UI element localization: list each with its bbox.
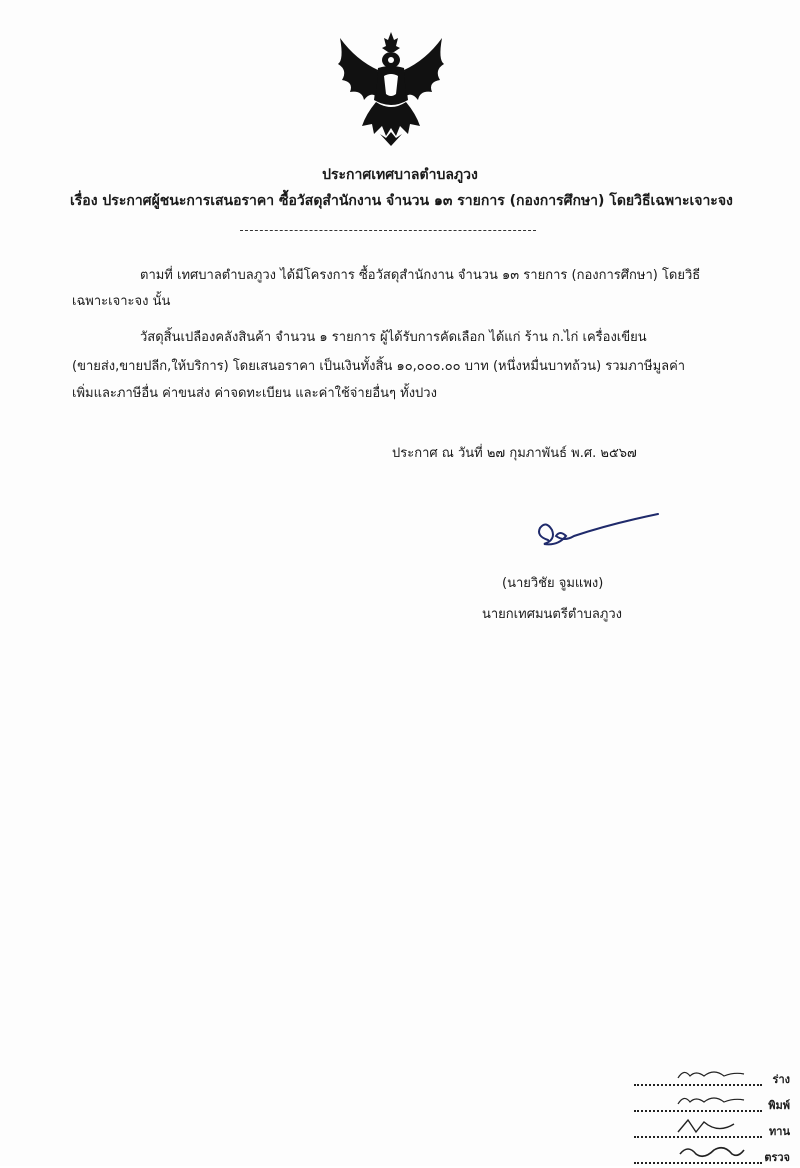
- divider-line: [240, 230, 536, 231]
- tracking-row-check: [634, 1142, 794, 1168]
- document-subject: เรื่อง ประกาศผู้ชนะการเสนอราคา ซื้อวัสดุสำนักงาน จำนวน ๑๓ รายการ (กองการศึกษา) โดยวิธีเฉพาะเจาะจง: [70, 193, 733, 209]
- tracking-row-print: [634, 1090, 794, 1116]
- paragraph-2-line-3: เพิ่มและภาษีอื่น ค่าขนส่ง ค่าจดทะเบียน และค่าใช้จ่ายอื่นๆ ทั้งปวง: [72, 386, 437, 401]
- dotted-line: [634, 1136, 762, 1138]
- initials-scribble: [674, 1116, 754, 1136]
- handwritten-signature: [530, 510, 660, 555]
- tracking-label: ร่าง: [772, 1073, 790, 1086]
- paragraph-2-line-2: (ขายส่ง,ขายปลีก,ให้บริการ) โดยเสนอราคา เป็นเงินทั้งสิ้น ๑๐,๐๐๐.๐๐ บาท (หนึ่งหมื่นบาทถ้วน) รวมภาษีมูลค่า: [72, 359, 686, 374]
- signatory-name: (นายวิชัย จูมแพง): [502, 576, 604, 591]
- tracking-label: ทาน: [769, 1125, 790, 1138]
- paragraph-1-line-1: ตามที่ เทศบาลตำบลภูวง ได้มีโครงการ ซื้อวัสดุสำนักงาน จำนวน ๑๓ รายการ (กองการศึกษา) โดยวิธี: [140, 268, 701, 283]
- paragraph-1-line-2: เฉพาะเจาะจง นั้น: [72, 294, 171, 309]
- initials-scribble: [674, 1064, 754, 1084]
- tracking-label: พิมพ์: [768, 1099, 790, 1112]
- tracking-row-draft: [634, 1064, 794, 1090]
- tracking-row-review: [634, 1116, 794, 1142]
- initials-scribble: [674, 1090, 754, 1110]
- paragraph-2-line-1: วัสดุสิ้นเปลืองคลังสินค้า จำนวน ๑ รายการ ผู้ได้รับการคัดเลือก ได้แก่ ร้าน ก.ไก่ เครื่องเขียน: [140, 330, 647, 345]
- signatory-position: นายกเทศมนตรีตำบลภูวง: [482, 607, 622, 622]
- dotted-line: [634, 1084, 762, 1086]
- announcement-date: ประกาศ ณ วันที่ ๒๗ กุมภาพันธ์ พ.ศ. ๒๕๖๗: [392, 446, 637, 461]
- tracking-label: ตรวจ: [764, 1151, 790, 1164]
- document-title: ประกาศเทศบาลตำบลภูวง: [322, 167, 478, 183]
- dotted-line: [634, 1110, 762, 1112]
- dotted-line: [634, 1162, 762, 1164]
- garuda-emblem-icon: [336, 30, 446, 148]
- initials-scribble: [674, 1142, 754, 1162]
- document-tracking-block: [634, 1064, 794, 1168]
